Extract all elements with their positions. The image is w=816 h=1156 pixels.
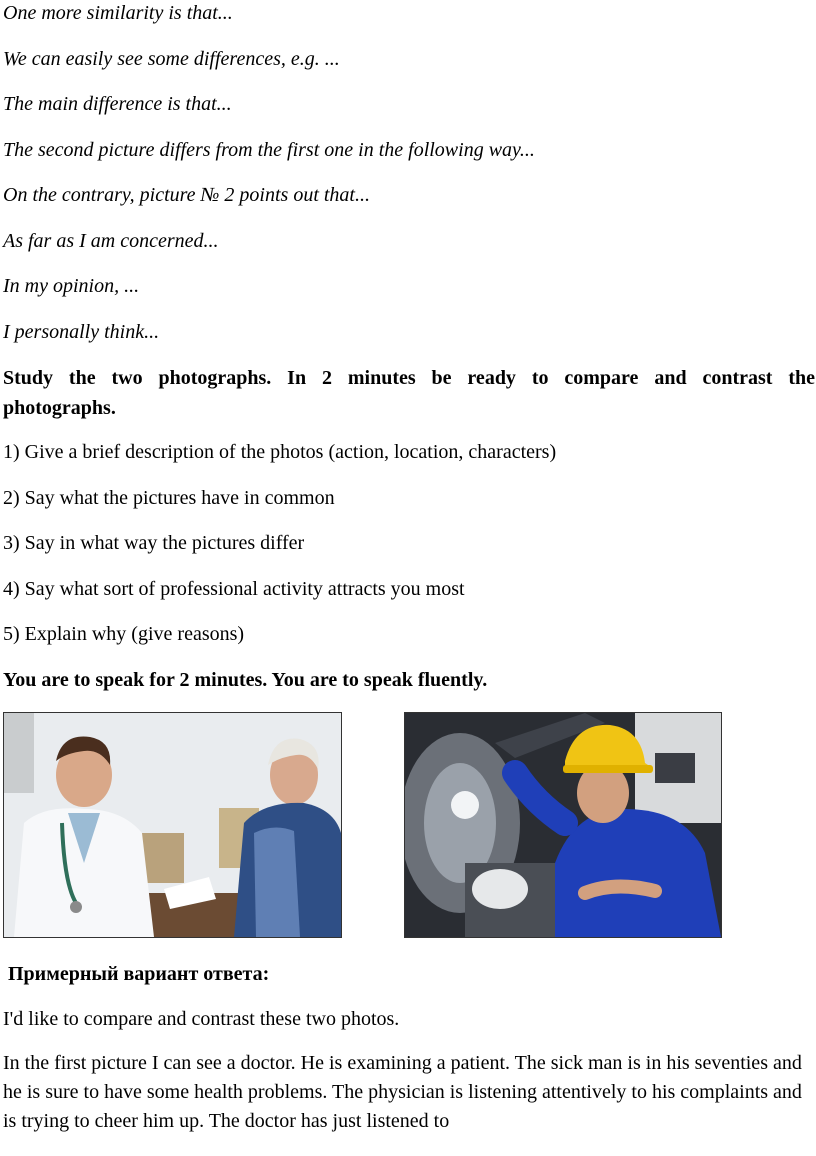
phrase-5: On the contrary, picture № 2 points out that... <box>3 184 370 206</box>
task-closing: You are to speak for 2 minutes. You are to speak fluently. <box>3 669 488 691</box>
phrase-8: I personally think... <box>3 321 160 343</box>
answer-heading: Примерный вариант ответа: <box>8 963 270 985</box>
phrase-4: The second picture differs from the first one in the following way... <box>3 139 535 161</box>
answer-paragraph: In the first picture I can see a doctor. He is examining a patient. The sick man is in his seventies and he is sure to have some health problems. The physician is listening attentively to his complaints and is trying to cheer him up. The doctor has just listened to <box>3 1052 802 1132</box>
worker-machine-illustration <box>405 713 721 937</box>
phrase-3: The main difference is that... <box>3 93 232 115</box>
task-step-4: 4) Say what sort of professional activity attracts you most <box>3 578 465 600</box>
photo-doctor-patient <box>3 712 342 938</box>
photo-worker-machine <box>404 712 722 938</box>
task-step-3: 3) Say in what way the pictures differ <box>3 532 305 554</box>
task-instruction-line1: Study the two photographs. In 2 minutes be ready to compare and contrast the <box>3 367 815 389</box>
task-instruction-line2: photographs. <box>3 397 116 419</box>
phrase-1: One more similarity is that... <box>3 2 233 24</box>
phrase-6: As far as I am concerned... <box>3 230 219 252</box>
answer-intro: I'd like to compare and contrast these two photos. <box>3 1008 400 1030</box>
task-step-5: 5) Explain why (give reasons) <box>3 623 245 645</box>
phrase-2: We can easily see some differences, e.g. ... <box>3 48 340 70</box>
task-step-2: 2) Say what the pictures have in common <box>3 487 335 509</box>
doctor-patient-illustration <box>4 713 341 937</box>
task-step-1: 1) Give a brief description of the photos (action, location, characters) <box>3 441 557 463</box>
phrase-7: In my opinion, ... <box>3 275 140 297</box>
